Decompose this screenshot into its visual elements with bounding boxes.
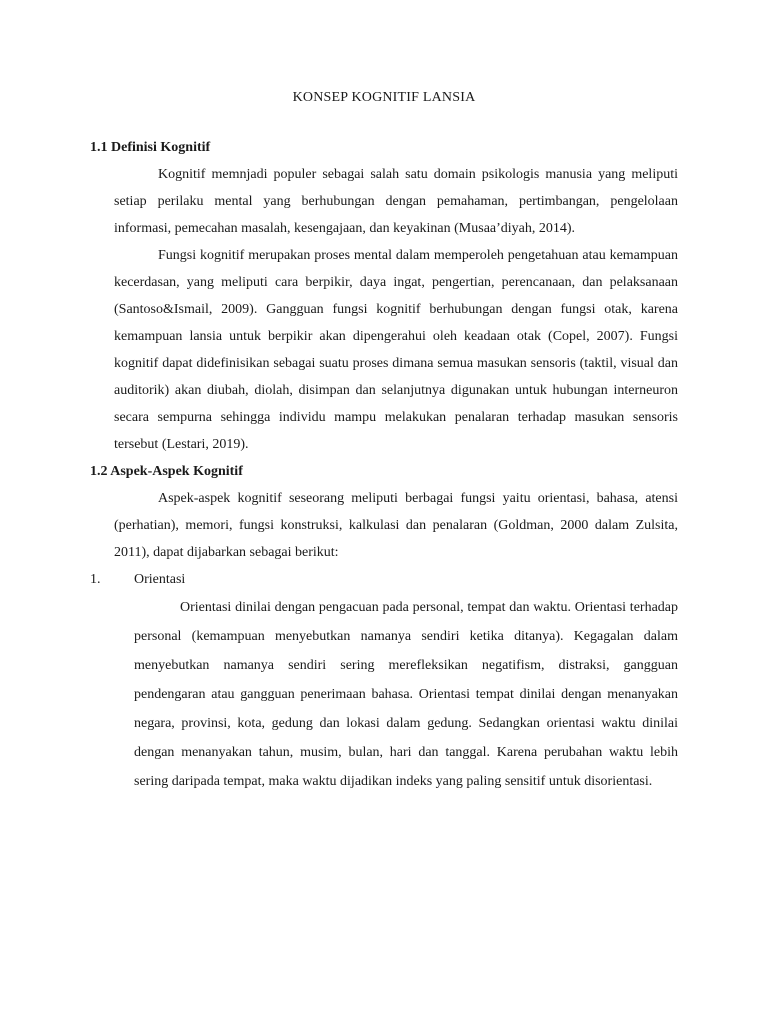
paragraph: Kognitif memnjadi populer sebagai salah satu domain psikologis manusia yang meliputi setiap perilaku mental yang berhubungan dengan pemahaman, pertimbangan, pengelolaan informasi, pemecahan masalah, kesengajaan, dan keyakinan (Musaa’diyah, 2014). bbox=[114, 167, 678, 236]
list-item-paragraph: Orientasi dinilai dengan pengacuan pada personal, tempat dan waktu. Orientasi terhadap personal (kemampuan menyebutkan namanya sendiri ketika ditanya). Kegagalan dalam menyebutkan namanya sendiri sering merefleksikan negatifism, distraksi, gangguan pendengaran atau gangguan penerimaan bahasa. Orientasi tempat dinilai dengan menanyakan negara, provinsi, kota, gedung dan lokasi dalam gedung. Sedangkan orientasi waktu dinilai dengan menanyakan tahun, musim, bulan, hari dan tanggal. Karena perubahan waktu lebih sering daripada tempat, maka waktu dijadikan indeks yang paling sensitif untuk disorientasi. bbox=[134, 600, 678, 789]
list-number: 1. bbox=[90, 572, 101, 587]
document-title: KONSEP KOGNITIF LANSIA bbox=[292, 90, 476, 105]
list-label: Orientasi bbox=[134, 572, 186, 587]
list-item bbox=[90, 566, 678, 593]
paragraph: Aspek-aspek kognitif seseorang meliputi berbagai fungsi yaitu orientasi, bahasa, atensi (perhatian), memori, fungsi konstruksi, kalkulasi dan penalaran (Goldman, 2000 dalam Zulsita, 2011), dapat dijabarkan sebagai berikut: bbox=[114, 491, 678, 560]
paragraph: Fungsi kognitif merupakan proses mental dalam memperoleh pengetahuan atau kemampuan kecerdasan, yang meliputi cara berpikir, daya ingat, pengertian, perencanaan, dan pelaksanaan (Santoso&Ismail, 2009). Gangguan fungsi kognitif berhubungan dengan fungsi otak, karena kemampuan lansia untuk berpikir akan dipengerahui oleh keadaan otak (Copel, 2007). Fungsi kognitif dapat didefinisikan sebagai suatu proses dimana semua masukan sensoris (taktil, visual dan auditorik) akan diubah, diolah, disimpan dan selanjutnya digunakan untuk hubungan interneuron secara sempurna sehingga individu mampu melakukan penalaran terhadap masukan sensoris tersebut (Lestari, 2019). bbox=[114, 248, 678, 452]
section-heading-aspek: 1.2 Aspek-Aspek Kognitif bbox=[90, 464, 243, 479]
section-heading-definisi: 1.1 Definisi Kognitif bbox=[90, 140, 211, 155]
